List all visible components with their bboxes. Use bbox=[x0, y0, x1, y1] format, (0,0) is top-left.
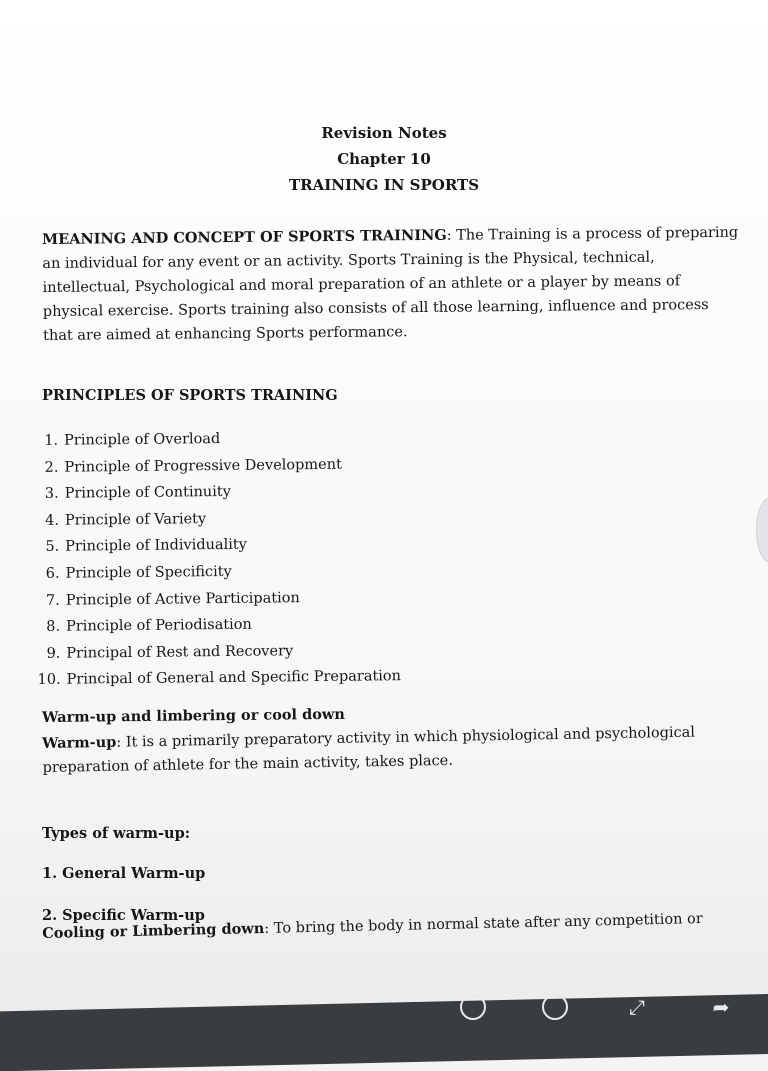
list-item bbox=[31, 504, 400, 534]
list-item-number: 6. bbox=[45, 565, 60, 582]
list-item-label: Principle of Continuity bbox=[64, 484, 231, 502]
meaning-paragraph bbox=[42, 221, 743, 348]
page-curl-handle bbox=[756, 498, 768, 562]
cooling-term: Cooling or Limbering down bbox=[42, 919, 265, 942]
list-item-label: Principle of Variety bbox=[64, 510, 207, 529]
document-header bbox=[0, 120, 768, 198]
meaning-text: : The Training is a process of preparing an individual for any event or an activity. Sports Training is the Physical, technical, intellectual, Psychological and moral preparation of an athlete or a player by means of physical exercise. Sports training also consists of all those learning, influence and process that are aimed at enhancing Sports performance. bbox=[42, 224, 739, 344]
list-item-label: Principle of Individuality bbox=[65, 537, 247, 556]
warmup-text: : It is a primarily preparatory activity in which physiological and psychological preparation of athlete for the main activity, takes place. bbox=[42, 724, 696, 776]
principles-list bbox=[30, 424, 401, 694]
list-item bbox=[32, 610, 401, 640]
share-arrow-icon[interactable]: ➦ bbox=[712, 995, 730, 1019]
type-general: 1. General Warm-up bbox=[42, 865, 206, 882]
list-item-number: 1. bbox=[44, 432, 59, 449]
list-item bbox=[31, 477, 400, 507]
circle-icon[interactable] bbox=[460, 994, 486, 1020]
list-item bbox=[32, 584, 401, 614]
list-item-number: 2. bbox=[44, 459, 59, 476]
expand-icon[interactable]: ⤢ bbox=[629, 995, 645, 1019]
list-item-number: 9. bbox=[46, 645, 61, 662]
cooling-text: : To bring the body in normal state after any competition or bbox=[264, 911, 703, 937]
list-item bbox=[30, 424, 399, 454]
list-item-number: 3. bbox=[44, 485, 59, 503]
principles-heading: PRINCIPLES OF SPORTS TRAINING bbox=[42, 387, 338, 404]
circle-icon[interactable] bbox=[542, 994, 568, 1020]
list-item-label: Principal of General and Specific Preparation bbox=[66, 668, 402, 688]
list-item-label: Principle of Specificity bbox=[65, 563, 232, 582]
list-item-number: 10. bbox=[37, 672, 61, 689]
meaning-heading: MEANING AND CONCEPT OF SPORTS TRAINING bbox=[42, 226, 447, 248]
type-specific: 2. Specific Warm-up bbox=[42, 907, 205, 924]
list-item-label: Principle of Active Participation bbox=[65, 589, 300, 609]
list-item-number: 7. bbox=[45, 592, 60, 609]
header-title: TRAINING IN SPORTS bbox=[288, 176, 480, 194]
header-revision-notes: Revision Notes bbox=[321, 124, 447, 142]
list-item bbox=[33, 663, 402, 693]
header-chapter: Chapter 10 bbox=[337, 150, 431, 168]
list-item-number: 4. bbox=[45, 512, 60, 529]
list-item-number: 8. bbox=[46, 618, 61, 635]
list-item bbox=[31, 531, 400, 561]
types-heading: Types of warm-up: bbox=[42, 825, 191, 842]
warmup-heading: Warm-up and limbering or cool down bbox=[42, 705, 345, 726]
list-item-label: Principal of Rest and Recovery bbox=[66, 643, 294, 662]
list-item-label: Principle of Overload bbox=[64, 431, 221, 449]
list-item-label: Principle of Periodisation bbox=[65, 616, 252, 635]
list-item-label: Principle of Progressive Development bbox=[64, 456, 342, 476]
list-item bbox=[32, 637, 401, 667]
list-item bbox=[30, 451, 399, 481]
list-item-number: 5. bbox=[45, 539, 60, 556]
warmup-term: Warm-up bbox=[42, 733, 117, 752]
list-item bbox=[31, 557, 400, 587]
